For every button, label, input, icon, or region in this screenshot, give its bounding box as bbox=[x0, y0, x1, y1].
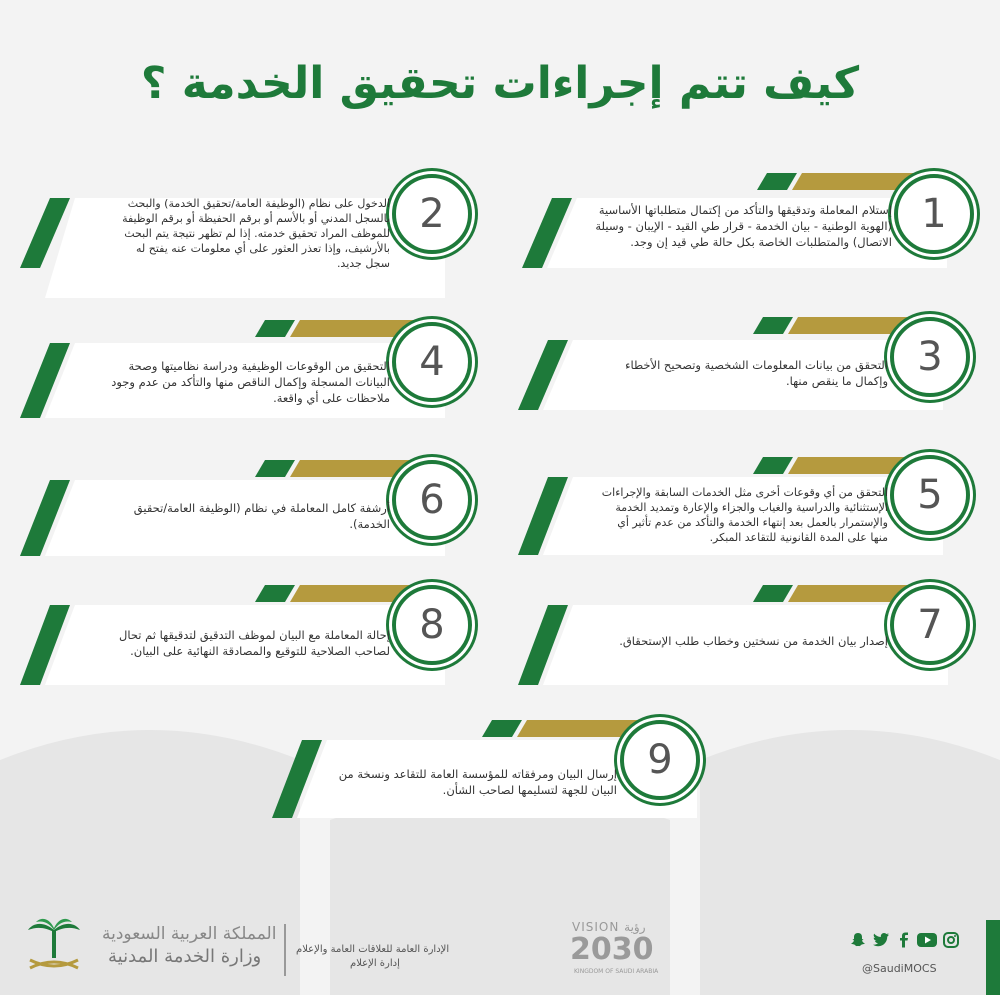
step-text: أرشفة كامل المعاملة في نظام (الوظيفة العامة/تحقيق الخدمة). bbox=[133, 501, 390, 531]
step-card-3 bbox=[518, 315, 948, 435]
ministry-logo bbox=[12, 910, 292, 980]
step-text: التحقق من بيانات المعلومات الشخصية وتصحيح الأخطاء وإكمال ما ينقص منها. bbox=[625, 358, 888, 388]
step-text: الدخول على نظام (الوظيفة العامة/تحقيق الخدمة) والبحث بالسجل المدني أو بالأسم أو برقم الحفيظة أو برقم الوظيفة للموظف المراد تحقيق خدمته. إذا لم تظهر نتيجة يتم البحث بالأرشيف، وإذا تعذر العثور على أي معلومات عنه يفتح له سجل جديد. bbox=[122, 197, 390, 270]
step-card-2 bbox=[20, 168, 450, 288]
step-number-badge bbox=[894, 174, 974, 254]
step-text: التحقيق من الوقوعات الوظيفية ودراسة نظاميتها وصحة البيانات المسجلة وإكمال الناقص منها والتأكد من عدم وجود ملاحظات على أي واقعة. bbox=[111, 359, 390, 405]
page-title: كيف تتم إجراءات تحقيق الخدمة ؟ bbox=[140, 58, 860, 109]
vision-2030-logo bbox=[570, 920, 660, 980]
step-number: 1 bbox=[921, 191, 947, 237]
footer-accent-bar bbox=[986, 920, 1000, 995]
step-card-4 bbox=[20, 318, 450, 438]
step-number: 8 bbox=[419, 602, 445, 648]
social-handle: @SaudiMOCS bbox=[862, 962, 937, 975]
vision-label: VISION رؤية bbox=[572, 920, 646, 934]
step-text: إستلام المعاملة وتدقيقها والتأكد من إكتمال متطلباتها الأساسية (الهوية الوطنية - بيان الخدمة - قرار طي القيد - الإيبان - وسيلة الاتصال) والمتطلبات الخاصة بكل حالة طي قيد إن وجد. bbox=[595, 203, 892, 249]
vision-caption: KINGDOM OF SAUDI ARABIA bbox=[574, 968, 659, 975]
step-number-badge bbox=[392, 174, 472, 254]
snapchat-icon[interactable] bbox=[848, 930, 867, 950]
step-number-badge bbox=[890, 585, 970, 665]
step-number: 6 bbox=[419, 477, 445, 523]
step-number-badge bbox=[890, 317, 970, 397]
step-card-1 bbox=[522, 168, 952, 288]
step-number-badge bbox=[890, 455, 970, 535]
step-number: 7 bbox=[917, 602, 943, 648]
step-text: إرسال البيان ومرفقاته للمؤسسة العامة للتقاعد ونسخة من البيان للجهة لتسليمها لصاحب الشأن. bbox=[338, 767, 617, 797]
step-text: إحالة المعاملة مع البيان لموظف التدقيق لتدقيقها ثم تحال لصاحب الصلاحية للتوقيع والمصادقة النهائية على البيان. bbox=[119, 628, 390, 658]
department-label: الإدارة العامة للعلاقات العامة والإعلام bbox=[296, 944, 450, 955]
step-number-badge bbox=[392, 585, 472, 665]
ministry-name-label: وزارة الخدمة المدنية bbox=[108, 946, 262, 967]
ministry-country-label: المملكة العربية السعودية bbox=[102, 924, 277, 944]
footer-divider bbox=[284, 924, 286, 976]
vision-year: 2030 bbox=[570, 932, 654, 967]
step-number: 9 bbox=[647, 737, 673, 783]
facebook-icon[interactable] bbox=[894, 930, 913, 950]
youtube-icon[interactable] bbox=[917, 930, 937, 950]
step-card-7 bbox=[518, 585, 948, 705]
twitter-icon[interactable] bbox=[871, 930, 890, 950]
step-card-9 bbox=[272, 718, 702, 838]
palm-swords-emblem-icon bbox=[22, 916, 86, 976]
step-text: التحقق من أي وقوعات أخرى مثل الخدمات السابقة والإجراءات الإستثنائية والدراسية والغياب والجزاء والإعارة وتمديد الخدمة والإستمرار بالعمل بعد إنتهاء الخدمة والتأكد من عدم تأثير أي منها على المدة القانونية للتقاعد المبكر. bbox=[601, 486, 888, 544]
step-number: 3 bbox=[917, 334, 943, 380]
step-card-8 bbox=[20, 585, 450, 705]
instagram-icon[interactable] bbox=[941, 930, 960, 950]
step-text: إصدار بيان الخدمة من نسختين وخطاب طلب الإستحقاق. bbox=[619, 634, 888, 648]
step-number-badge bbox=[392, 322, 472, 402]
step-number-badge bbox=[392, 460, 472, 540]
step-number: 5 bbox=[917, 472, 943, 518]
step-card-6 bbox=[20, 458, 450, 578]
step-number: 2 bbox=[419, 191, 445, 237]
sub-department-label: إدارة الإعلام bbox=[350, 958, 400, 969]
step-card-5 bbox=[518, 455, 948, 575]
step-number: 4 bbox=[419, 339, 445, 385]
social-icons bbox=[848, 930, 960, 952]
step-number-badge bbox=[620, 720, 700, 800]
